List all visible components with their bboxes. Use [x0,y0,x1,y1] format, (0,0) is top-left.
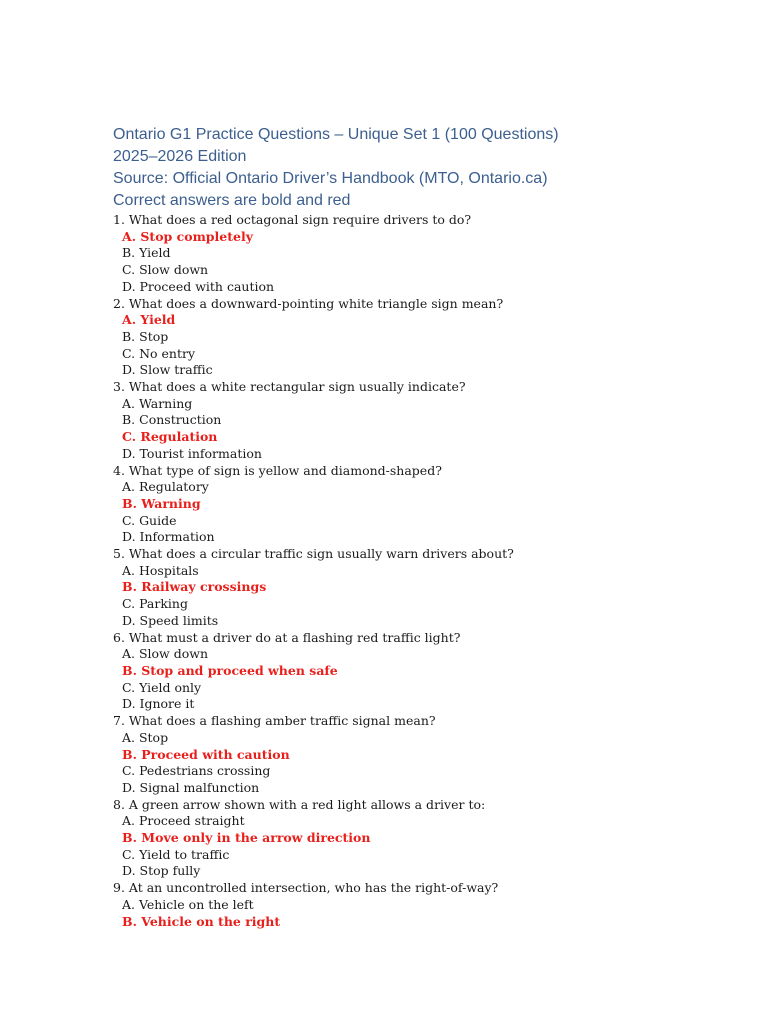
question-text: 5. What does a circular traffic sign usually warn drivers about? [113,546,514,562]
question-block [113,797,733,881]
answer-option: C. Pedestrians crossing [122,763,271,779]
question-block [113,880,733,930]
question-text: 7. What does a flashing amber traffic signal mean? [113,713,436,729]
answer-option: B. Stop [122,328,169,344]
question-text: 6. What must a driver do at a flashing red traffic light? [113,629,461,645]
answer-option: A. Stop [122,729,169,745]
answer-option: D. Tourist information [122,445,262,461]
question-list [113,212,733,930]
document-page [113,124,733,930]
question-text: 3. What does a white rectangular sign usually indicate? [113,379,466,395]
answer-key-note: Correct answers are bold and red [113,192,351,209]
question-text: 8. A green arrow shown with a red light allows a driver to: [113,796,486,812]
answer-option: D. Information [122,529,215,545]
question-block [113,296,733,380]
question-block [113,630,733,714]
answer-option: A. Slow down [122,646,209,662]
question-text: 1. What does a red octagonal sign require drivers to do? [113,212,472,227]
correct-answer-option: A. Yield [122,312,176,328]
answer-option: C. Parking [122,596,188,612]
answer-option: C. No entry [122,345,196,361]
correct-answer-option: B. Warning [122,495,201,511]
answer-option: D. Ignore it [122,696,195,712]
question-block [113,379,733,463]
answer-option: A. Vehicle on the left [122,896,254,912]
correct-answer-option: B. Move only in the arrow direction [122,830,371,846]
answer-option: B. Yield [122,245,171,261]
answer-option: D. Proceed with caution [122,278,275,294]
answer-option: A. Warning [122,395,193,411]
correct-answer-option: B. Vehicle on the right [122,913,281,929]
answer-option: A. Hospitals [122,562,199,578]
answer-option: D. Signal malfunction [122,779,260,795]
question-block [113,212,733,296]
correct-answer-option: B. Proceed with caution [122,746,290,762]
document-edition: 2025–2026 Edition [113,148,247,165]
document-title: Ontario G1 Practice Questions – Unique Set 1 (100 Questions) [113,126,559,143]
answer-option: B. Construction [122,412,222,428]
document-source: Source: Official Ontario Driver’s Handbook (MTO, Ontario.ca) [113,170,548,187]
correct-answer-option: B. Stop and proceed when safe [122,662,338,678]
question-block [113,463,733,547]
question-text: 9. At an uncontrolled intersection, who has the right-of-way? [113,880,499,896]
answer-option: D. Slow traffic [122,362,213,378]
answer-option: D. Stop fully [122,863,201,879]
answer-option: C. Slow down [122,262,209,278]
question-text: 2. What does a downward-pointing white triangle sign mean? [113,295,504,311]
answer-option: D. Speed limits [122,612,219,628]
correct-answer-option: C. Regulation [122,429,218,445]
answer-option: C. Guide [122,512,177,528]
correct-answer-option: A. Stop completely [122,228,253,244]
correct-answer-option: B. Railway crossings [122,579,267,595]
question-block [113,713,733,797]
answer-option: A. Regulatory [122,479,209,495]
question-block [113,546,733,630]
answer-option: C. Yield to traffic [122,846,230,862]
question-text: 4. What type of sign is yellow and diamond-shaped? [113,462,442,478]
answer-option: C. Yield only [122,679,202,695]
answer-option: A. Proceed straight [122,813,245,829]
